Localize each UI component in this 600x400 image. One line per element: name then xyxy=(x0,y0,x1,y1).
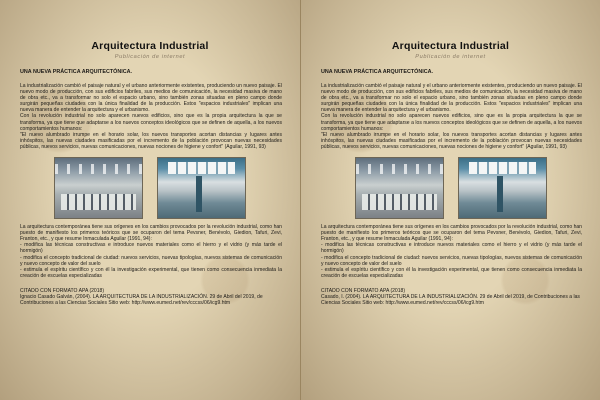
bullet-item: - modifica las técnicas constructivas e introduce nuevos materiales como el hierro y el vidrio (y más tarde el hormigón) xyxy=(20,242,282,255)
section-heading: UNA NUEVA PRÁCTICA ARQUITECTÓNICA. xyxy=(20,69,133,75)
bullet-item: - estimula el espíritu científico y con él la investigación experimental, que tienen como consecuencia inmediata la creación de escuelas especializadas xyxy=(321,266,582,279)
citation-text: Ignacio Casado Galván, (2004). LA ARQUITECTURA DE LA INDUSTRIALIZACIÓN. 29 de Abril del 2019, de Contribuciones a las Ciencias Sociales Sitio web: http://www.eumed.net/rev/cccss/06/icg9.htm xyxy=(20,293,263,307)
page-subtitle: Publicación de internet xyxy=(114,54,186,60)
citation-title: CITADO CON FORMATO APA (2018) xyxy=(20,287,105,294)
photo-row xyxy=(315,157,586,219)
page-subtitle: Publicación de internet xyxy=(415,54,486,60)
page-title: Arquitectura Industrial xyxy=(91,40,209,52)
bullet-item: - modifica las técnicas constructivas e introduce nuevos materiales como el hierro y el vidrio (y más tarde el hormigón) xyxy=(321,242,582,255)
photo-row xyxy=(14,157,286,219)
quote: "El nuevo alumbrado irrumpe en el horario solar, los nuevos transportes acortan distancias y lugares antes inhóspitos, las nuevas ciudades masificadas por el incremento de la población provocan nuevas necesidades públicas, nuevos servicios, nuevas comunicaciones, nuevas nociones de higiene y confort" (Aguilar, 1991, 93) xyxy=(20,131,282,150)
body-text xyxy=(20,83,282,150)
citation-text: Casado, I. (2004). LA ARQUITECTURA DE LA INDUSTRIALIZACIÓN. 29 de Abril del 2019, de Contribuciones a las Ciencias Sociales Sitio web: http://www.eumed.net/rev/cccss/06/icg9.htm xyxy=(321,293,580,307)
paragraph: Con la revolución industrial no solo aparecen nuevos edificios, sino que es la propia arquitectura la que se transforma, ya que tiene que adaptarse a los nuevos conceptos ideológicos que se definen de aquella, a los nuevos comportamientos humanos: xyxy=(20,113,282,132)
section-heading: UNA NUEVA PRÁCTICA ARQUITECTÓNICA. xyxy=(321,69,434,75)
body-text xyxy=(20,224,282,279)
quote: "El nuevo alumbrado irrumpe en el horario solar, los nuevos transportes acortan distancias y lugares antes inhóspitos, las nuevas ciudades masificadas por el incremento de la población provocan nuevas necesidades públicas, nuevos servicios, nuevas comunicaciones, nuevas nociones de higiene y confort" (Aguilar, 1991, 93) xyxy=(321,131,582,150)
paragraph: La arquitectura contemporánea tiene sus orígenes en los cambios provocados por la revolución industrial, como han puesto de manifiesto los primeros teóricos que se ocuparon del tema Pevsner, Benévolo, Giedion, Tafuri, Zevi, Franton, etc., y que resume Inmaculada Aguilar (1991, 94): xyxy=(20,224,282,243)
citation-block xyxy=(20,288,282,306)
warehouse-interior-photo xyxy=(157,157,246,219)
paragraph: La industrialización cambió el paisaje natural y el urbano anteriormente existentes, produciendo un nuevo paisaje. El nuevo modo de producción, con sus edificios fabriles, sus medios de comunicación, la necesidad masiva de mano de obra etc., va a transformar no solo el espacio urbano, sino también zonas situadas en pleno campo donde surgirán pequeñas ciudades con la única finalidad de la producción. Estos "espacios industriales" implican una nueva manera de entender la arquitectura y el urbanismo. xyxy=(20,83,282,114)
page-title: Arquitectura Industrial xyxy=(391,40,510,52)
bullet-item: - modifica el concepto tradicional de ciudad: nuevos servicios, nuevas tipologías, nuevos sistemas de comunicación y nuevo concepto de valor del suelo xyxy=(321,254,582,267)
bullet-item: - modifica el concepto tradicional de ciudad: nuevos servicios, nuevas tipologías, nuevos sistemas de comunicación y nuevo concepto de valor del suelo xyxy=(20,254,282,267)
citation-block xyxy=(321,288,582,306)
body-text xyxy=(321,83,582,150)
warehouse-interior-photo xyxy=(458,157,547,219)
factory-interior-photo xyxy=(355,157,444,219)
paragraph: La industrialización cambió el paisaje natural y el urbano anteriormente existentes, produciendo un nuevo paisaje. El nuevo modo de producción, con sus edificios fabriles, sus medios de comunicación, la necesidad masiva de mano de obra etc., va a transformar no solo el espacio urbano, sino también zonas situadas en pleno campo donde surgirán pequeñas ciudades con la única finalidad de la producción. Estos "espacios industriales" implican una nueva manera de entender la arquitectura y el urbanismo. xyxy=(321,83,582,114)
bullet-item: - estimula el espíritu científico y con él la investigación experimental, que tienen como consecuencia inmediata la creación de escuelas especializadas xyxy=(20,266,282,279)
right-page[interactable] xyxy=(300,0,600,400)
factory-interior-photo xyxy=(54,157,143,219)
paragraph: Con la revolución industrial no solo aparecen nuevos edificios, sino que es la propia arquitectura la que se transforma, ya que tiene que adaptarse a los nuevos conceptos ideológicos que se definen de aquella, a los nuevos comportamientos humanos: xyxy=(321,113,582,132)
citation-title: CITADO CON FORMATO APA (2018) xyxy=(321,287,406,294)
body-text xyxy=(321,224,582,279)
paragraph: La arquitectura contemporánea tiene sus orígenes en los cambios provocados por la revolución industrial, como han puesto de manifiesto los primeros teóricos que se ocuparon del tema Pevsner, Benévolo, Giedion, Tafuri, Zevi, Franton, etc., y que resume Inmaculada Aguilar (1991, 94): xyxy=(321,224,582,243)
